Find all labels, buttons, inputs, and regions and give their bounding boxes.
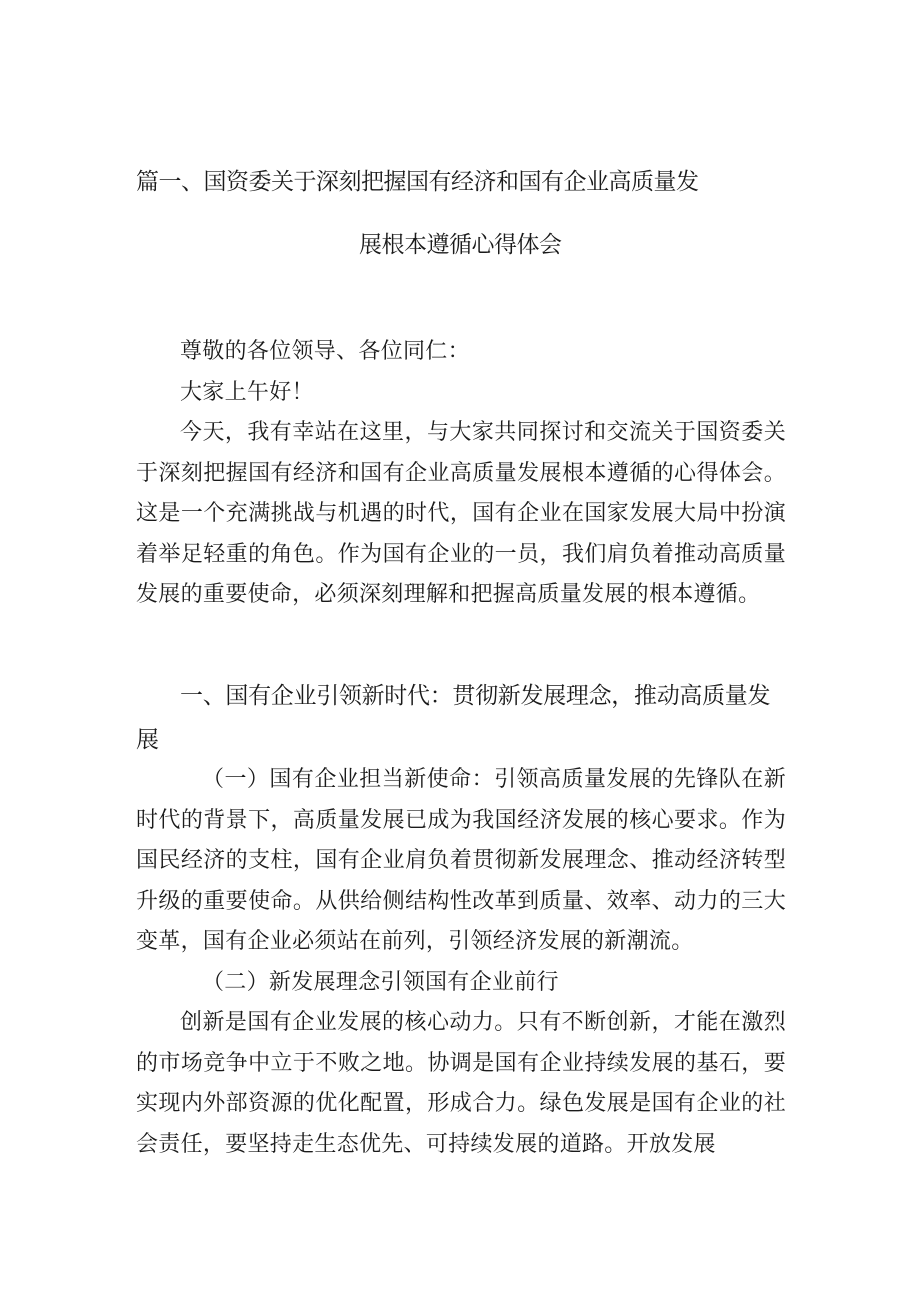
subsection-1-paragraph: （一）国有企业担当新使命：引领高质量发展的先锋队在新时代的背景下，高质量发展已成为我国经济发展的核心要求。作为国民经济的支柱，国有企业肩负着贯彻新发展理念、推动经济转型升级的重要使命。从供给侧结构性改革到质量、效率、动力的三大变革，国有企业必须站在前列，引领经济发展的新潮流。 [136,767,786,954]
intro-paragraph: 今天，我有幸站在这里，与大家共同探讨和交流关于国资委关于深刻把握国有经济和国有企业高质量发展根本遵循的心得体会。这是一个充满挑战与机遇的时代，国有企业在国家发展大局中扮演着举足轻重的角色。作为国有企业的一员，我们肩负着推动高质量发展的重要使命，必须深刻理解和把握高质量发展的根本遵循。 [136,420,786,607]
greeting-block [136,332,786,616]
document-title-line-1: 篇一、国资委关于深刻把握国有经济和国有企业高质量发 [136,169,699,195]
section-1-heading: 一、国有企业引领新时代：贯彻新发展理念，推动高质量发展 [136,683,771,753]
section-1-body [136,760,786,1165]
document-title-line-2: 展根本遵循心得体会 [359,232,562,258]
salutation: 大家上午好！ [180,379,314,405]
subsection-2-paragraph: 创新是国有企业发展的核心动力。只有不断创新，才能在激烈的市场竞争中立于不败之地。协调是国有企业持续发展的基石，要实现内外部资源的优化配置，形成合力。绿色发展是国有企业的社会责任，要坚持走生态优先、可持续发展的道路。开放发展 [136,1010,786,1157]
greeting: 尊敬的各位领导、各位同仁： [180,339,470,364]
subsection-2-heading: （二）新发展理念引领国有企业前行 [202,969,559,995]
